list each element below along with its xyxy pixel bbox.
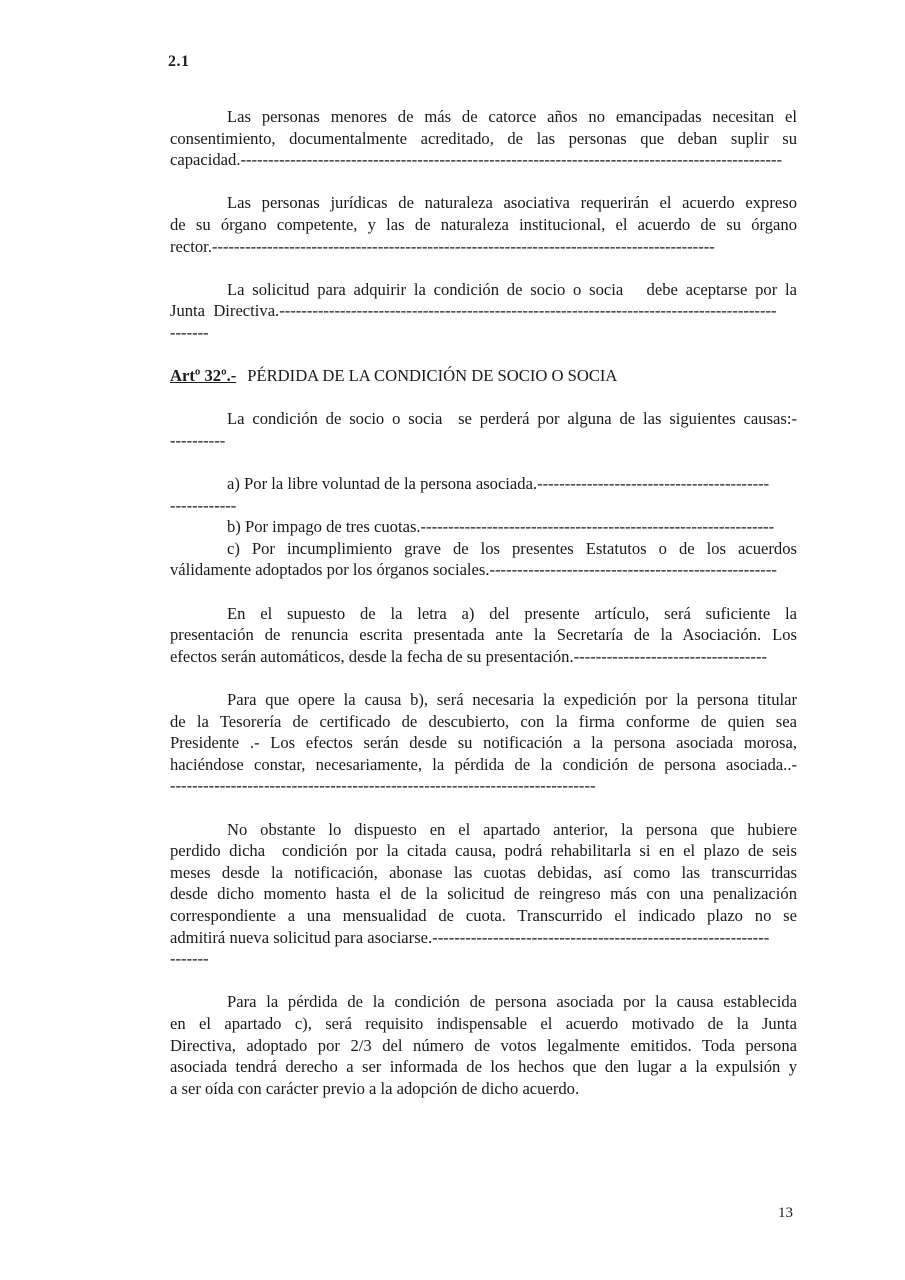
paragraph [170,106,797,171]
text-line: ------------ [170,495,237,515]
text-line: capacidad.-------------------------------------------------------------------------------------------------- [170,150,783,170]
heading-line [170,365,797,387]
text-line: En el supuesto de la letra a) del presente artículo, será suficiente la [227,603,797,623]
section-number: 2.1 [168,53,190,70]
text-line: presentación de renuncia escrita presentada ante la Secretaría de la Asociación. Los [170,625,797,645]
paragraph [170,408,797,451]
text-line: correspondiente a una mensualidad de cuota. Transcurrido el indicado plazo no se [170,905,797,925]
article-heading [170,365,797,387]
article-number-label: Artº 32º.- [170,366,237,386]
text-line: haciéndose constar, necesariamente, la pérdida de la condición de persona asociada..- [170,754,797,774]
text-line: consentimiento, documentalmente acreditado, de las personas que deban suplir su [170,128,797,148]
text-line: en el apartado c), será requisito indispensable el acuerdo motivado de la Junta [170,1013,797,1033]
text-line: No obstante lo dispuesto en el apartado anterior, la persona que hubiere [227,819,797,839]
text-line: desde dicho momento hasta el de la solicitud de reingreso más con una penalización [170,884,797,904]
text-line: La solicitud para adquirir la condición de socio o socia debe aceptarse por la [227,279,797,299]
text-line: Las personas jurídicas de naturaleza asociativa requerirán el acuerdo expreso [227,193,797,213]
text-line: admitirá nueva solicitud para asociarse.------------------------------------------------------------- [170,927,770,947]
paragraph [170,819,797,970]
paragraph [170,192,797,257]
text-line: Las personas menores de más de catorce años no emancipadas necesitan el [227,107,797,126]
paragraph [170,689,797,797]
text-line: meses desde la notificación, abonase las cuotas debidas, así como las transcurridas [170,862,797,882]
list-item [170,538,797,581]
text-line: ------- [170,322,209,342]
page-number: 13 [778,1205,793,1221]
text-line: a ser oída con carácter previo a la adopción de dicho acuerdo. [170,1078,580,1098]
article-title: PÉRDIDA DE LA CONDICIÓN DE SOCIO O SOCIA [247,366,618,386]
paragraph [170,991,797,1099]
text-line: b) Por impago de tres cuotas.---------------------------------------------------------------- [227,517,775,537]
text-line: de su órgano competente, y las de naturaleza institucional, el acuerdo de su órgano [170,214,797,234]
document-body [170,106,797,1099]
list-item [170,473,797,516]
text-line: Presidente .- Los efectos serán desde su notificación a la persona asociada morosa, [170,733,797,753]
text-line: perdido dicha condición por la citada causa, podrá rehabilitarla si en el plazo de seis [170,841,797,861]
text-line: de la Tesorería de certificado de descubierto, con la firma conforme de quien sea [170,711,797,731]
text-line: asociada tendrá derecho a ser informada de los hechos que den lugar a la expulsión y [170,1057,797,1077]
list-item [170,516,797,538]
text-line: Para que opere la causa b), será necesaria la expedición por la persona titular [227,690,797,710]
paragraph [170,279,797,344]
text-line: válidamente adoptados por los órganos sociales.---------------------------------------------------- [170,560,777,580]
paragraph [170,603,797,668]
text-line: Junta Directiva.------------------------------------------------------------------------------------------ [170,301,777,321]
text-line: ------- [170,949,209,969]
text-line: ---------- [170,430,226,450]
text-line: efectos serán automáticos, desde la fecha de su presentación.----------------------------------- [170,646,768,666]
text-line: Directiva, adoptado por 2/3 del número de votos legalmente emitidos. Toda persona [170,1035,797,1055]
text-line: ----------------------------------------------------------------------------- [170,776,596,796]
text-line: c) Por incumplimiento grave de los presentes Estatutos o de los acuerdos [227,538,797,558]
text-line: a) Por la libre voluntad de la persona asociada.------------------------------------------ [227,474,770,494]
text-line: rector.------------------------------------------------------------------------------------------- [170,236,715,256]
text-line: La condición de socio o socia se perderá por alguna de las siguientes causas:- [227,409,797,429]
text-line: Para la pérdida de la condición de persona asociada por la causa establecida [227,992,797,1012]
